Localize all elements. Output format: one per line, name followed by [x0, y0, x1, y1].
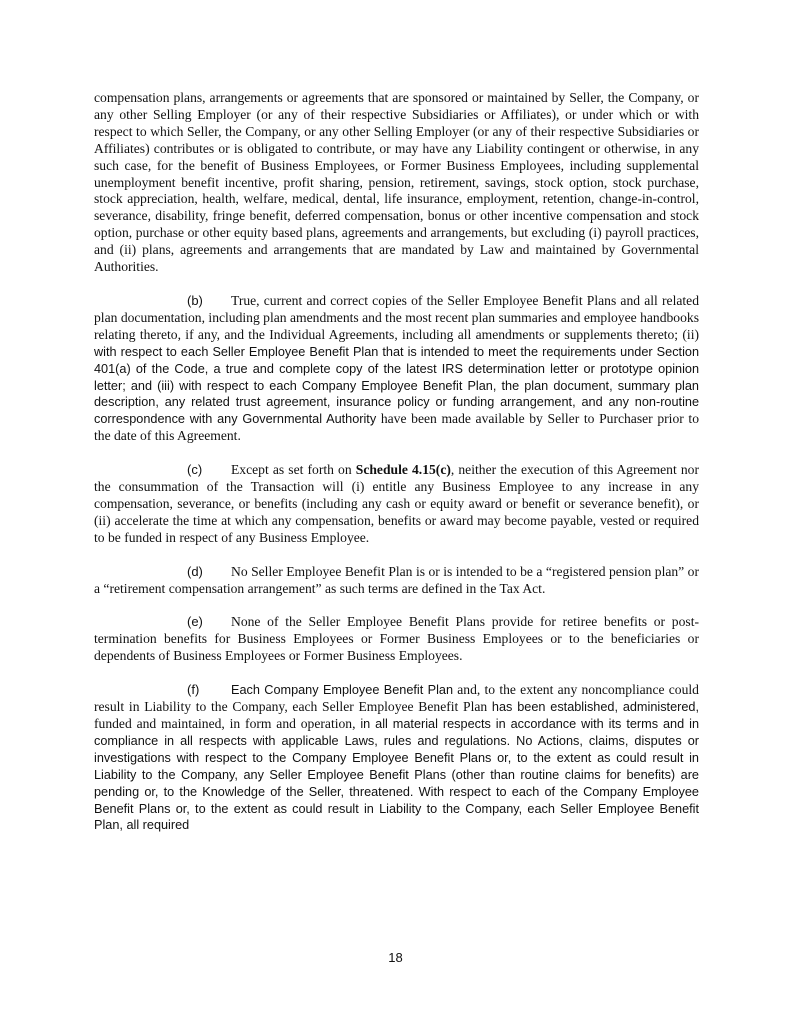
paragraph-b-text-1: True, current and correct copies of the Seller Employee Benefit Plans and all related plan documentation, including plan amendments and the most recent plan summaries and employee handbooks relating thereto, if any, and the Individual Agreements, including all amendments or supplements thereto; (ii): [94, 292, 699, 342]
paragraph-d: [94, 564, 699, 598]
paragraph-d-text: No Seller Employee Benefit Plan is or is intended to be a “registered pension plan” or a “retirement compensation arrangement” as such terms are defined in the Tax Act.: [94, 563, 699, 596]
paragraph-f-label: (f): [187, 682, 200, 698]
document-page: [94, 90, 699, 851]
paragraph-b-label: (b): [187, 292, 203, 308]
paragraph-c-text-2: , neither the execution of this Agreement nor the consummation of the Transaction will (i) entitle any Business Employee to any increase in any compensation, severance, or benefits (including any cash or equity award or benefit or severance benefit), or (ii) accelerate the time at which any compensation, benefits or award may become payable, vested or required to be funded in respect of any Business Employee.: [94, 462, 699, 545]
paragraph-c-label: (c): [187, 462, 203, 478]
schedule-reference: Schedule 4.15(c): [355, 462, 451, 478]
intro-paragraph: [94, 90, 699, 276]
page-number: 18: [388, 950, 403, 965]
paragraph-c: [94, 462, 699, 547]
paragraph-f-text-2: funded and maintained, in form and operation,: [94, 716, 361, 731]
paragraph-b-sans-text: with respect to each Seller Employee Benefit Plan that is intended to meet the requirements under Section 401(a) of the Code, a true and complete copy of the latest IRS determination letter or prototype opinion letter; and (iii) with respect to each Company Employee Benefit Plan, the plan document, summary plan description, any related trust agreement, insurance policy or funding arrangement, and any non-routine correspondence with any Governmental Authority: [94, 344, 699, 427]
paragraph-d-label: (d): [187, 563, 203, 579]
paragraph-e: [94, 614, 699, 665]
paragraph-f-sans-2: has been established, administered,: [491, 700, 699, 715]
paragraph-c-text-1: Except as set forth on: [231, 462, 356, 478]
paragraph-f-text-1: and, to the extent any noncompliance could result in Liability to the Company, each Seller Employee Benefit Plan: [94, 682, 699, 715]
paragraph-e-text: None of the Seller Employee Benefit Plans provide for retiree benefits or post-termination benefits for Business Employees or Former Business Employees or to the beneficiaries or dependents of Business Employees or Former Business Employees.: [94, 614, 699, 664]
paragraph-f-sans-1: Each Company Employee Benefit Plan: [231, 683, 453, 698]
paragraph-e-label: (e): [187, 614, 203, 630]
paragraph-b-text-2: have been made available by Seller to Purchaser prior to the date of this Agreement.: [94, 411, 699, 444]
paragraph-f-sans-3: in all material respects in accordance with its terms and in compliance in all respects with applicable Laws, rules and regulations. No Actions, claims, disputes or investigations with respect to the Company Employee Benefit Plans or, to the extent as could result in Liability to the Company, any Seller Employee Benefit Plans (other than routine claims for benefits) are pending or, to the Knowledge of the Seller, threatened. With respect to each of the Company Employee Benefit Plans or, to the extent as could result in Liability to the Company, each Seller Employee Benefit Plan, all required: [94, 717, 699, 833]
paragraph-f: [94, 682, 699, 834]
paragraph-b: [94, 293, 699, 445]
intro-text: compensation plans, arrangements or agreements that are sponsored or maintained by Seller, the Company, or any other Selling Employer (or any of their respective Subsidiaries or Affiliates), or under which or with respect to which Seller, the Company, or any other Selling Employer (or any of their respective Subsidiaries or Affiliates) contributes or is obligated to contribute, or may have any Liability contingent or otherwise, in any such case, for the benefit of Business Employees, or Former Business Employees, including supplemental unemployment benefit incentive, profit sharing, pension, retirement, savings, stock option, stock purchase, stock appreciation, health, welfare, medical, dental, life insurance, employment, retention, change-in-control, severance, disability, fringe benefit, deferred compensation, bonus or other incentive compensation and stock option, purchase or other equity based plans, agreements and arrangements, but excluding (i) payroll practices, and (ii) plans, agreements and arrangements that are mandated by Law and maintained by Governmental Authorities.: [94, 90, 699, 275]
